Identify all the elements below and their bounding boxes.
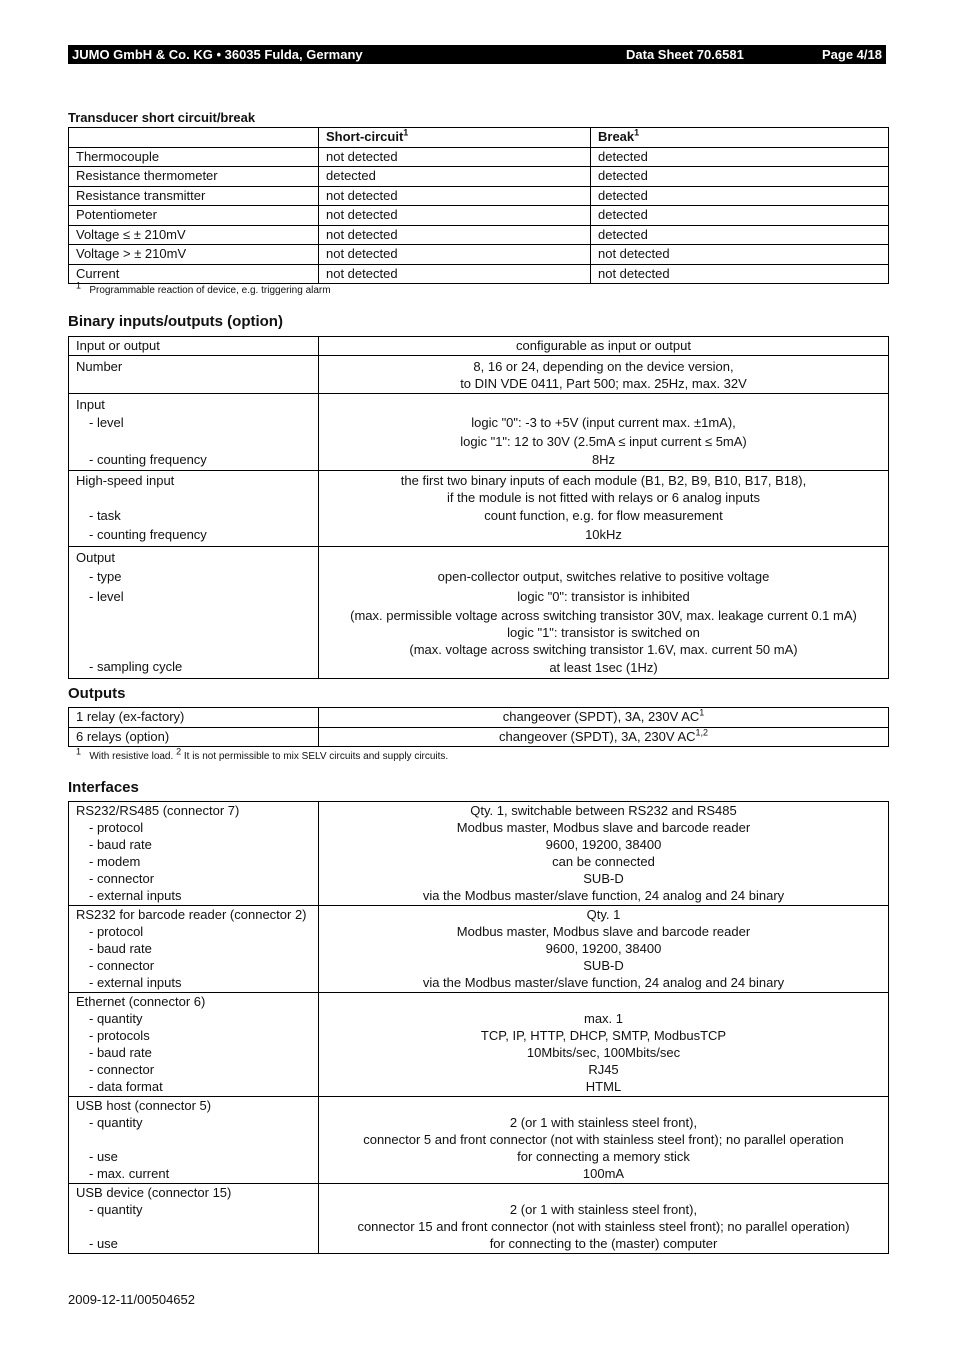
- page-number: Page 4/18: [822, 47, 882, 62]
- table-row: Voltage ≤ ± 210mV not detected detected: [69, 225, 889, 245]
- datasheet-number: Data Sheet 70.6581: [626, 47, 744, 62]
- company-name: JUMO GmbH & Co. KG • 36035 Fulda, Germany: [72, 47, 363, 62]
- table-row: RS232 for barcode reader (connector 2) - protocol - baud rate - connector - external inputs Qty. 1 Modbus master, Modbus slave and barcode reader 9600, 19200, 38400 SUB-D via the Modbus master/slave function, 24 analog and 24 binary: [69, 906, 889, 993]
- table-row: Input or output configurable as input or output: [69, 337, 889, 356]
- transducer-title: Transducer short circuit/break: [68, 110, 256, 125]
- document-footer: 2009-12-11/00504652: [68, 1292, 195, 1307]
- table-row: 6 relays (option) changeover (SPDT), 3A, 230V AC$^{1,2}$: [69, 727, 889, 747]
- table-row: Resistance thermometer detected detected: [69, 167, 889, 187]
- interfaces-table: [68, 801, 889, 1254]
- transducer-table: [68, 127, 889, 284]
- page-header: [68, 45, 886, 64]
- interfaces-title: Interfaces: [68, 779, 139, 796]
- table-row: Voltage > ± 210mV not detected not detected: [69, 245, 889, 265]
- table-row: Resistance transmitter not detected detected: [69, 186, 889, 206]
- table-row: Number 8, 16 or 24, depending on the device version, to DIN VDE 0411, Part 500; max. 25Hz, max. 32V: [69, 356, 889, 394]
- table-row: Thermocouple not detected detected: [69, 147, 889, 167]
- binary-title: Binary inputs/outputs (option): [68, 313, 283, 330]
- table-row: USB device (connector 15) - quantity - use 2 (or 1 with stainless steel front), connector 15 and front connector (not with stainless steel front); no parallel operation) for connecting to the (master) computer: [69, 1184, 889, 1254]
- column-header: Short-circuit$^1$: [319, 128, 591, 148]
- outputs-table: [68, 707, 889, 747]
- outputs-footnote: $^1$ With resistive load. $^2$ It is not permissible to mix SELV circuits and supply circuits.: [76, 746, 449, 762]
- transducer-footnote: $^1$ Programmable reaction of device, e.g. triggering alarm: [76, 280, 331, 296]
- table-row: USB host (connector 5) - quantity - use - max. current 2 (or 1 with stainless steel front), connector 5 and front connector (not with stainless steel front); no parallel operation for connecting a memory stick 100mA: [69, 1097, 889, 1184]
- table-row: Current not detected not detected: [69, 264, 889, 284]
- column-header: Break$^1$: [591, 128, 889, 148]
- table-row: RS232/RS485 (connector 7) - protocol - baud rate - modem - connector - external inputs Qty. 1, switchable between RS232 and RS485 Modbus master, Modbus slave and barcode reader 9600, 19200, 38400 can be connected SUB-D via the Modbus master/slave function, 24 analog and 24 binary: [69, 802, 889, 906]
- table-header-row: [69, 128, 889, 148]
- table-row: Ethernet (connector 6) - quantity - protocols - baud rate - connector - data format max. 1 TCP, IP, HTTP, DHCP, SMTP, ModbusTCP 10Mbits/sec, 100Mbits/sec RJ45 HTML: [69, 993, 889, 1097]
- table-row: High-speed input - task - counting frequency the first two binary inputs of each module (B1, B2, B9, B10, B17, B18), if the module is not fitted with relays or 6 analog inputs count function, e.g. for flow measurement 10kHz: [69, 471, 889, 547]
- table-row: Potentiometer not detected detected: [69, 206, 889, 226]
- outputs-title: Outputs: [68, 685, 126, 702]
- binary-table: [68, 336, 889, 679]
- table-row: Output - type - level - sampling cycle open-collector output, switches relative to positive voltage logic "0": transistor is inhibited (max. permissible voltage across switching transistor 30V, max. leakage current 0.1 mA) logic "1": transistor is switched on (max. voltage across switching transistor 1.6V, max. current 50 mA) at least 1sec (1Hz): [69, 547, 889, 679]
- table-row: Input - level - counting frequency logic "0": -3 to +5V (input current max. ±1mA), logic "1": 12 to 30V (2.5mA ≤ input current ≤ 5mA) 8Hz: [69, 394, 889, 471]
- table-row: 1 relay (ex-factory) changeover (SPDT), 3A, 230V $AC^1$: [69, 708, 889, 728]
